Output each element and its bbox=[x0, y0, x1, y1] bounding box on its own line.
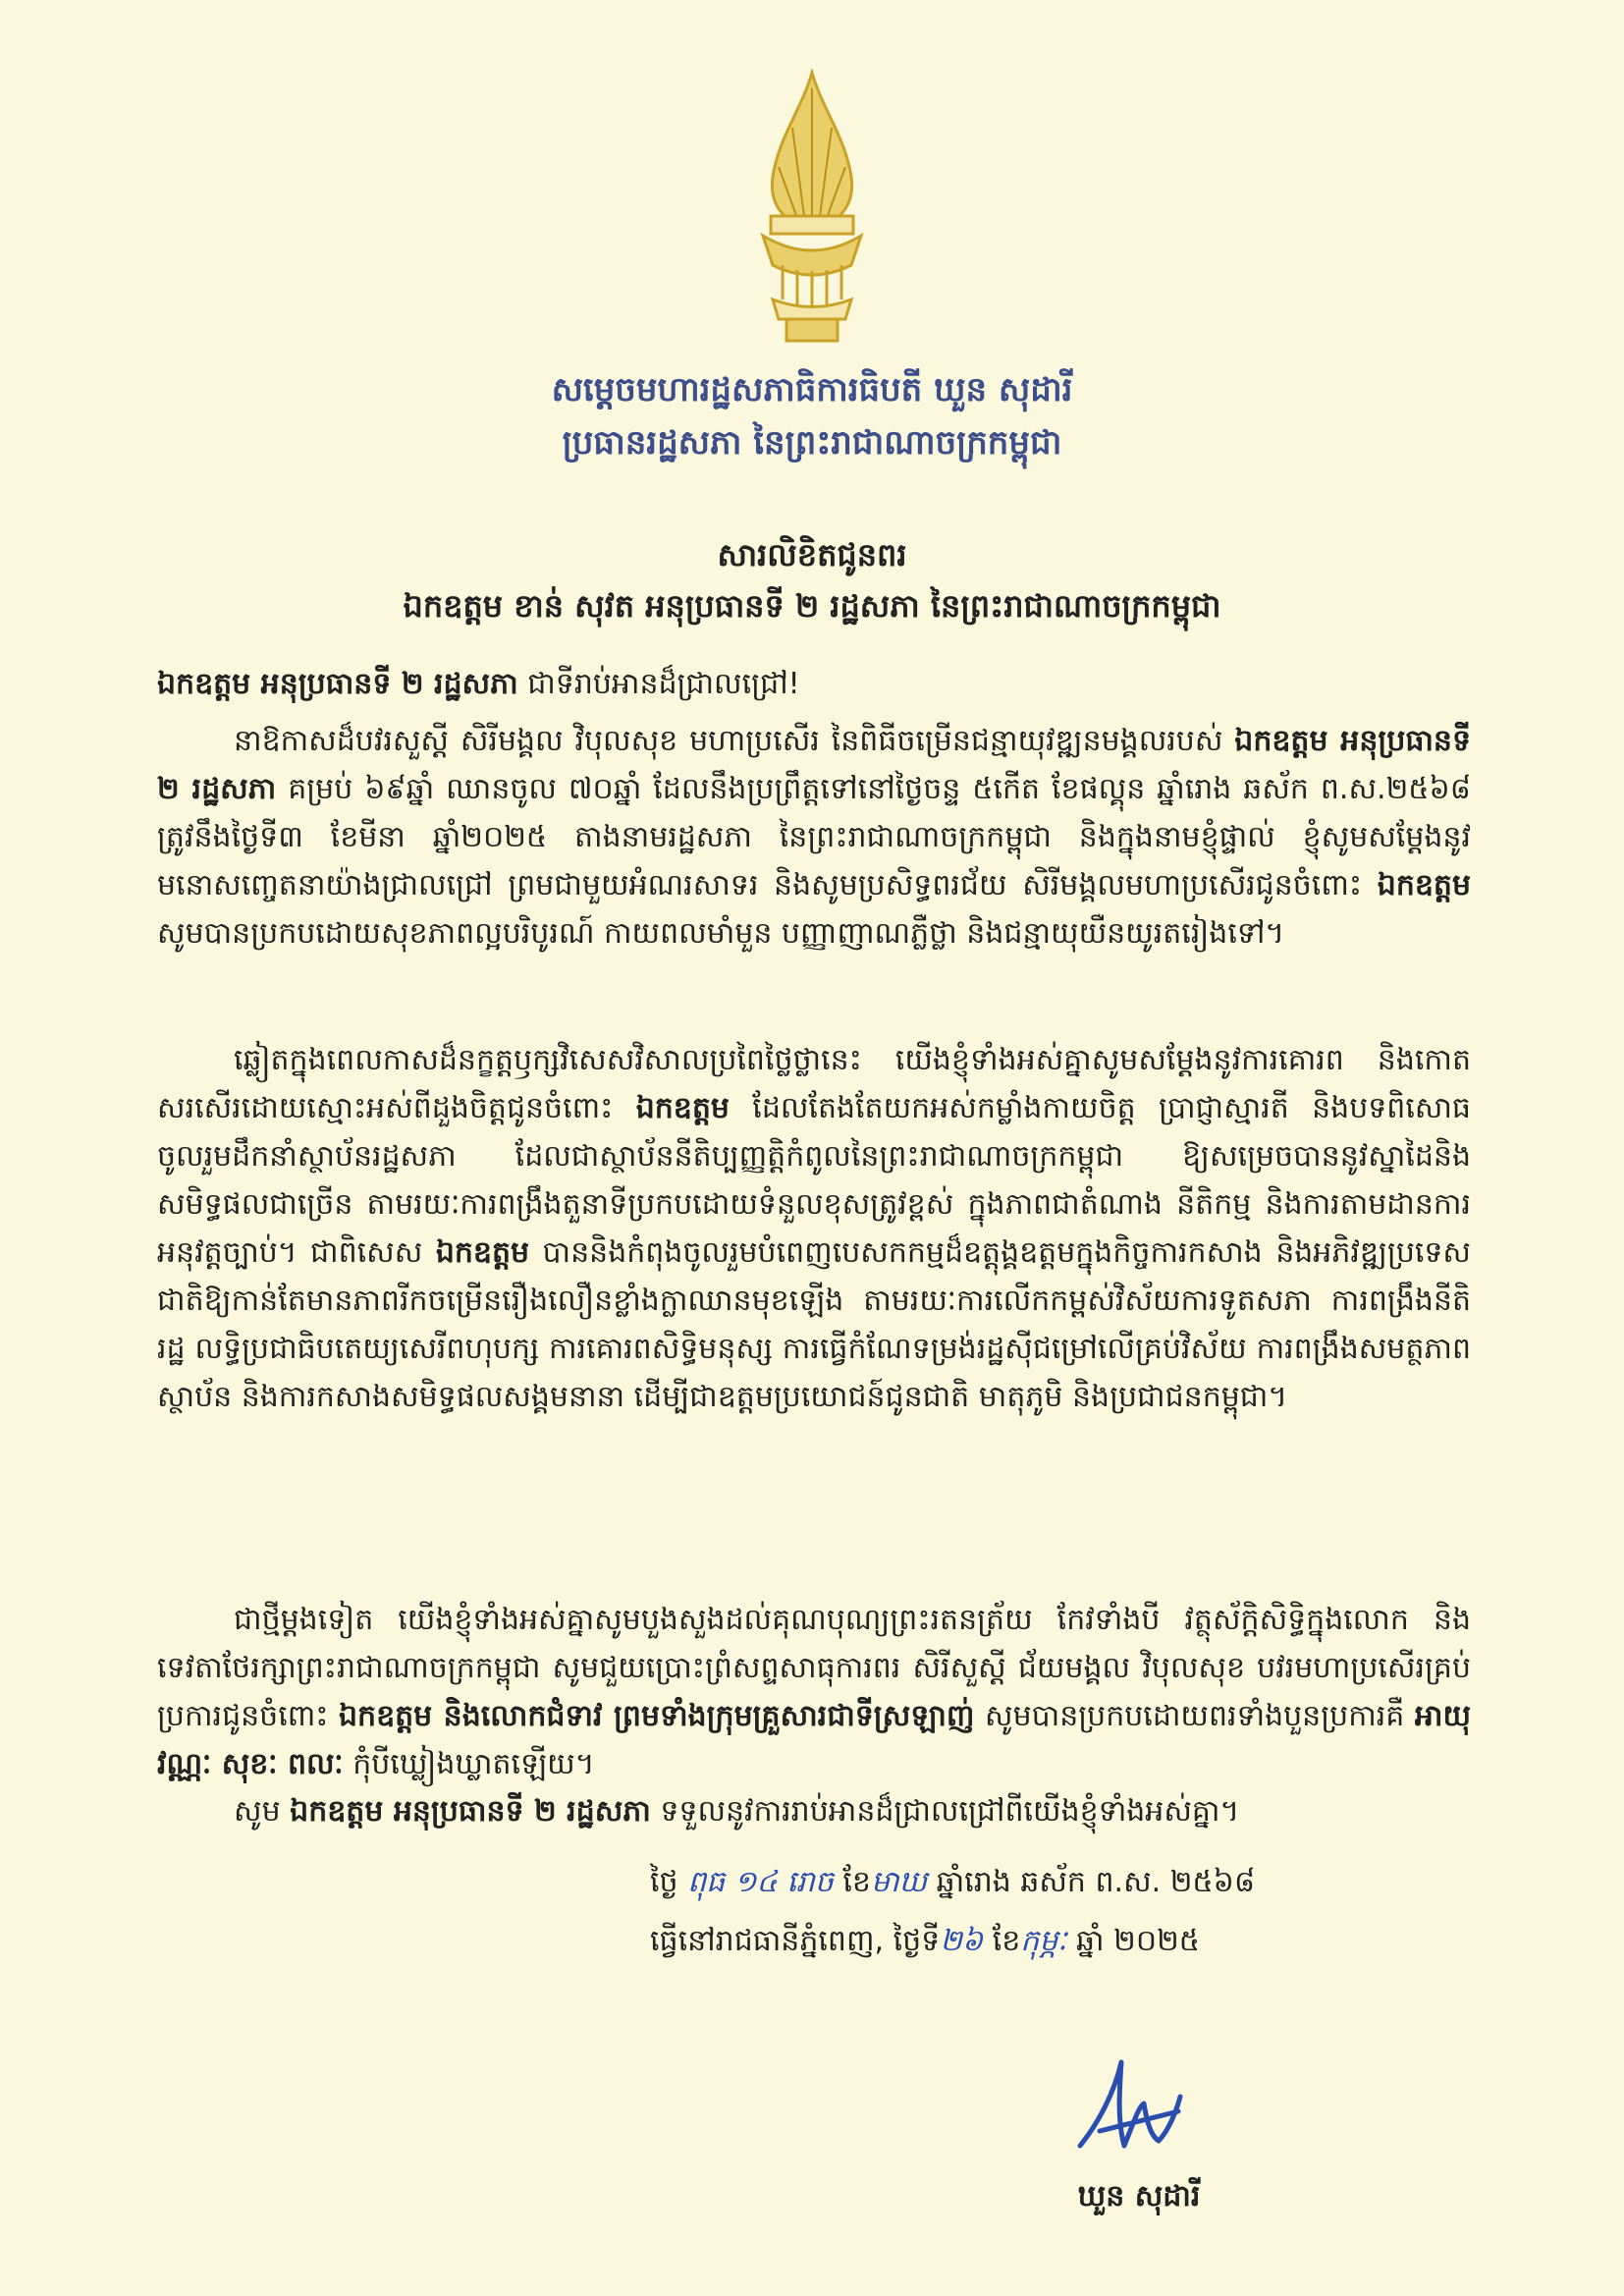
closing-line bbox=[157, 1787, 1471, 1835]
lunar-month-prefix: ខែ bbox=[833, 1865, 871, 1899]
lunar-day-handwritten: ពុធ ១៤ រោច bbox=[687, 1865, 834, 1899]
p3-text-e: កុំបីឃ្លៀងឃ្លាតឡើយ។ bbox=[343, 1747, 595, 1781]
lunar-date-line bbox=[650, 1858, 1475, 1907]
p2-bold-b: ឯកឧត្តម bbox=[635, 1091, 730, 1125]
p2-text-c: ដែលតែងតែយកអស់កម្លាំងកាយចិត្ត ប្រាជ្ញាស្មារតី និងបទពិសោធ ចូលរួមដឹកនាំស្ថាប័នរដ្ឋសភា ដែលជាស្ថាប័ននីតិប្បញ្ញត្តិកំពូលនៃព្រះរាជាណាចក្រកម្ពុជា ឱ្យសម្រេចបាននូវស្នាដៃនិងសមិទ្ធផលជាច្រើន តាមរយៈការពង្រឹងតួនាទីប្រកបដោយទំនួលខុសត្រូវខ្ពស់ ក្នុងភាពជាតំណាង នីតិកម្ម និងការតាមដានការអនុវត្តច្បាប់។ ជាពិសេស bbox=[157, 1091, 1471, 1270]
solar-date-line bbox=[650, 1917, 1475, 1966]
lunar-month-handwritten: មាឃ bbox=[870, 1865, 928, 1899]
sender-title: សម្តេចមហារដ្ឋសភាធិការធិបតី ឃួន សុដារី bbox=[551, 370, 1073, 410]
p1-bold-b: ឯកឧត្តម អនុប្រធានទី ២ រដ្ឋសភា bbox=[157, 724, 1472, 806]
parliament-emblem-icon bbox=[743, 69, 881, 344]
solar-suffix: ឆ្នាំ ២០២៥ bbox=[1066, 1924, 1201, 1958]
solar-prefix: ធ្វើនៅរាជធានីភ្នំពេញ, ថ្ងៃទី bbox=[650, 1924, 941, 1958]
p3-bold-d: អាយុ វណ្ណៈ សុខៈ ពលៈ bbox=[157, 1699, 1472, 1781]
sender-position: ប្រធានរដ្ឋសភា នៃព្រះរាជាណាចក្រកម្ពុជា bbox=[562, 423, 1062, 463]
handwritten-signature bbox=[1060, 2052, 1218, 2160]
p1-bold-d: ឯកឧត្តម bbox=[1377, 868, 1471, 902]
salutation bbox=[157, 660, 1471, 708]
solar-day-handwritten: ២៦ bbox=[940, 1924, 984, 1958]
salutation-bold: ឯកឧត្តម អនុប្រធានទី ២ រដ្ឋសភា bbox=[157, 667, 518, 701]
solar-month-prefix: ខែ bbox=[983, 1924, 1021, 1958]
paragraph-1 bbox=[157, 717, 1471, 957]
p3-bold-b: ឯកឧត្តម និងលោកជំទាវ ព្រមទាំងក្រុមគ្រួសារជាទីស្រឡាញ់ bbox=[339, 1699, 975, 1733]
lunar-prefix: ថ្ងៃ bbox=[650, 1865, 688, 1899]
closing-text-a: សូម bbox=[234, 1794, 291, 1829]
solar-month-handwritten: កុម្ភៈ bbox=[1020, 1924, 1067, 1958]
lunar-suffix: ឆ្នាំរោង ឆស័ក ព.ស. ២៥៦៨ bbox=[927, 1865, 1256, 1899]
p1-text-a: នាឱកាសដ៏បវរសួស្តី សិរីមង្គល វិបុលសុខ មហាប្រសើរ នៃពិធីចម្រើនជន្មាយុវឌ្ឍនមង្គលរបស់ bbox=[234, 724, 1235, 758]
paragraph-3 bbox=[157, 1596, 1471, 1788]
paragraph-2 bbox=[157, 1036, 1471, 1421]
closing-bold-b: ឯកឧត្តម អនុប្រធានទី ២ រដ្ឋសភា bbox=[290, 1794, 651, 1829]
p3-text-a: ជាថ្មីម្តងទៀត យើងខ្ញុំទាំងអស់គ្នាសូមបួងសួងដល់គុណបុណ្យព្រះរតនត្រ័យ កែវទាំងបី វត្ថុស័ក្តិសិទ្ធិក្នុងលោក និងទេវតាថែរក្សាព្រះរាជាណាចក្រកម្ពុជា សូមជួយប្រោះព្រំសព្ទសាធុការពរ សិរីសួស្តី ជ័យមង្គល វិបុលសុខ បវរមហាប្រសើរគ្រប់ប្រការជូនចំពោះ bbox=[157, 1603, 1471, 1733]
salutation-rest: ជាទីរាប់អានដ៏ជ្រាលជ្រៅ! bbox=[517, 667, 800, 701]
p2-text-e: បាននិងកំពុងចូលរួមបំពេញបេសកកម្មដ៏ឧត្តុង្គឧត្តមក្នុងកិច្ចការកសាង និងអភិវឌ្ឍប្រទេសជាតិឱ្យកាន់តែមានភាពរីកចម្រើនរឿងលឿនខ្លាំងក្លាឈានមុខឡើង តាមរយៈការលើកកម្ពស់វិស័យការទូតសភា ការពង្រឹងនីតិរដ្ឋ លទ្ធិប្រជាធិបតេយ្យសេរីពហុបក្ស ការគោរពសិទ្ធិមនុស្ស ការធ្វើកំណែទម្រង់រដ្ឋស៊ីជម្រៅលើគ្រប់វិស័យ ការពង្រឹងសមត្ថភាពស្ថាប័ន និងការកសាងសមិទ្ធផលសង្គមនានា ដើម្បីជាឧត្តមប្រយោជន៍ជូនជាតិ មាតុភូមិ និងប្រជាជនកម្ពុជា។ bbox=[157, 1235, 1471, 1414]
letter-title: សារលិខិតជូនពរ bbox=[717, 536, 907, 574]
p3-text-c: សូមបានប្រកបដោយពរទាំងបួនប្រការគឺ bbox=[974, 1699, 1415, 1733]
p2-text-a: ឆ្លៀតក្នុងពេលកាសដ៏នក្ខត្តឫក្សវិសេសវិសាលប្រពៃថ្លៃថ្លានេះ យើងខ្ញុំទាំងអស់គ្នាសូមសម្តែងនូវការគោរព និងកោតសរសើរដោយស្មោះអស់ពីដួងចិត្តជូនចំពោះ bbox=[157, 1043, 1471, 1125]
closing-text-c: ទទួលនូវការរាប់អានដ៏ជ្រាលជ្រៅពីយើងខ្ញុំទាំងអស់គ្នា។ bbox=[650, 1794, 1240, 1829]
signatory-name: ឃួន សុដារី bbox=[1077, 2179, 1201, 2214]
letter-recipient: ឯកឧត្តម ខាន់ សុវត អនុប្រធានទី ២ រដ្ឋសភា នៃព្រះរាជាណាចក្រកម្ពុជា bbox=[403, 587, 1221, 625]
p1-text-c: គម្រប់ ៦៩ឆ្នាំ ឈានចូល ៧០ឆ្នាំ ដែលនឹងប្រព្រឹត្តទៅនៅថ្ងៃចន្ទ ៥កើត ខែផល្គុន ឆ្នាំរោង ឆស័ក ព.ស.២៥៦៨ ត្រូវនឹងថ្ងៃទី៣ ខែមីនា ឆ្នាំ២០២៥ តាងនាមរដ្ឋសភា នៃព្រះរាជាណាចក្រកម្ពុជា និងក្នុងនាមខ្ញុំផ្ទាល់ ខ្ញុំសូមសម្តែងនូវមនោសញ្ចេតនាយ៉ាងជ្រាលជ្រៅ ព្រមជាមួយអំណរសាទរ និងសូមប្រសិទ្ធពរជ័យ សិរីមង្គលមហាប្រសើរជូនចំពោះ bbox=[157, 772, 1471, 902]
p1-text-e: សូមបានប្រកបដោយសុខភាពល្អបរិបូរណ៍ កាយពលមាំមួន បញ្ញាញាណភ្លឺថ្លា និងជន្មាយុយឺនយូរតរៀងទៅ។ bbox=[157, 916, 1285, 951]
p2-bold-d: ឯកឧត្តម bbox=[435, 1235, 530, 1270]
